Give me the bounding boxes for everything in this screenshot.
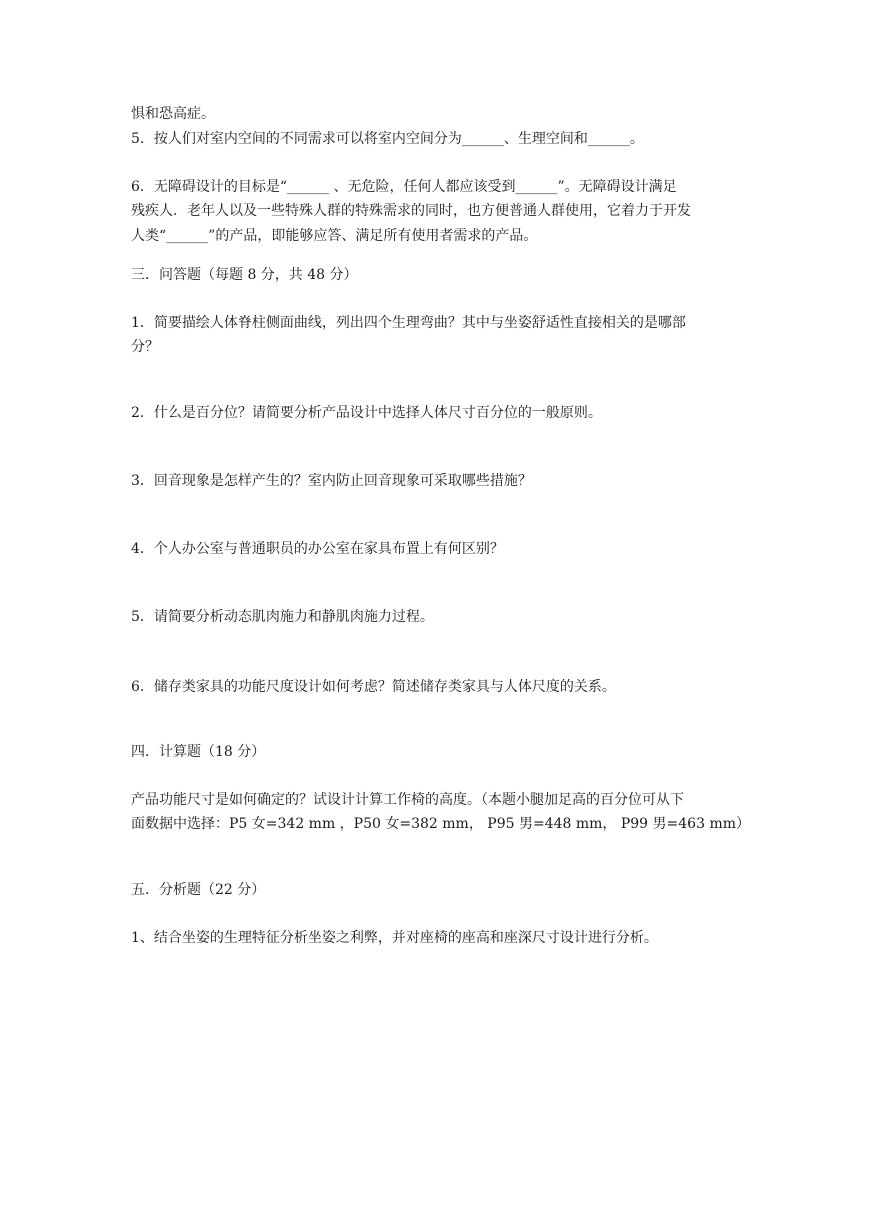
qa-question-2: 2．什么是百分位？请简要分析产品设计中选择人体尺寸百分位的一般原则。 xyxy=(131,405,602,421)
calc-question-line-1: 产品功能尺寸是如何确定的？试设计计算工作椅的高度。（本题小腿加足高的百分位可从下 xyxy=(131,792,684,808)
section-3-heading: 三．问答题（每题 8 分，共 48 分） xyxy=(131,267,358,283)
fill-blank-question-5: 5．按人们对室内空间的不同需求可以将室内空间分为______、生理空间和______。 xyxy=(131,131,644,147)
section-4-heading: 四．计算题（18 分） xyxy=(131,744,266,760)
qa-question-5: 5．请简要分析动态肌肉施力和静肌肉施力过程。 xyxy=(131,609,434,625)
fill-blank-question-6-line-1: 6．无障碍设计的目标是“______ 、无危险，任何人都应该受到______”。无障碍设计满足 xyxy=(131,179,677,195)
continuation-text: 惧和恐高症。 xyxy=(131,106,215,122)
qa-question-1-line-1: 1．简要描绘人体脊柱侧面曲线，列出四个生理弯曲？其中与坐姿舒适性直接相关的是哪部 xyxy=(131,315,686,331)
section-5-heading: 五．分析题（22 分） xyxy=(131,882,266,898)
fill-blank-question-6-line-3: 人类“______”的产品，即能够应答、满足所有使用者需求的产品。 xyxy=(131,228,538,244)
qa-question-4: 4．个人办公室与普通职员的办公室在家具布置上有何区别？ xyxy=(131,541,504,557)
qa-question-1-line-2: 分？ xyxy=(131,339,159,355)
fill-blank-question-6-line-2: 残疾人．老年人以及一些特殊人群的特殊需求的同时，也方便普通人群使用，它着力于开发 xyxy=(131,203,691,219)
calc-question-line-2: 面数据中选择：P5 女=342 mm ，P50 女=382 mm， P95 男=448 mm， P99 男=463 mm） xyxy=(131,816,750,832)
qa-question-3: 3．回音现象是怎样产生的？室内防止回音现象可采取哪些措施？ xyxy=(131,473,532,489)
analysis-question-1: 1、结合坐姿的生理特征分析坐姿之利弊，并对座椅的座高和座深尺寸设计进行分析。 xyxy=(131,930,658,946)
qa-question-6: 6．储存类家具的功能尺度设计如何考虑？简述储存类家具与人体尺度的关系。 xyxy=(131,679,616,695)
